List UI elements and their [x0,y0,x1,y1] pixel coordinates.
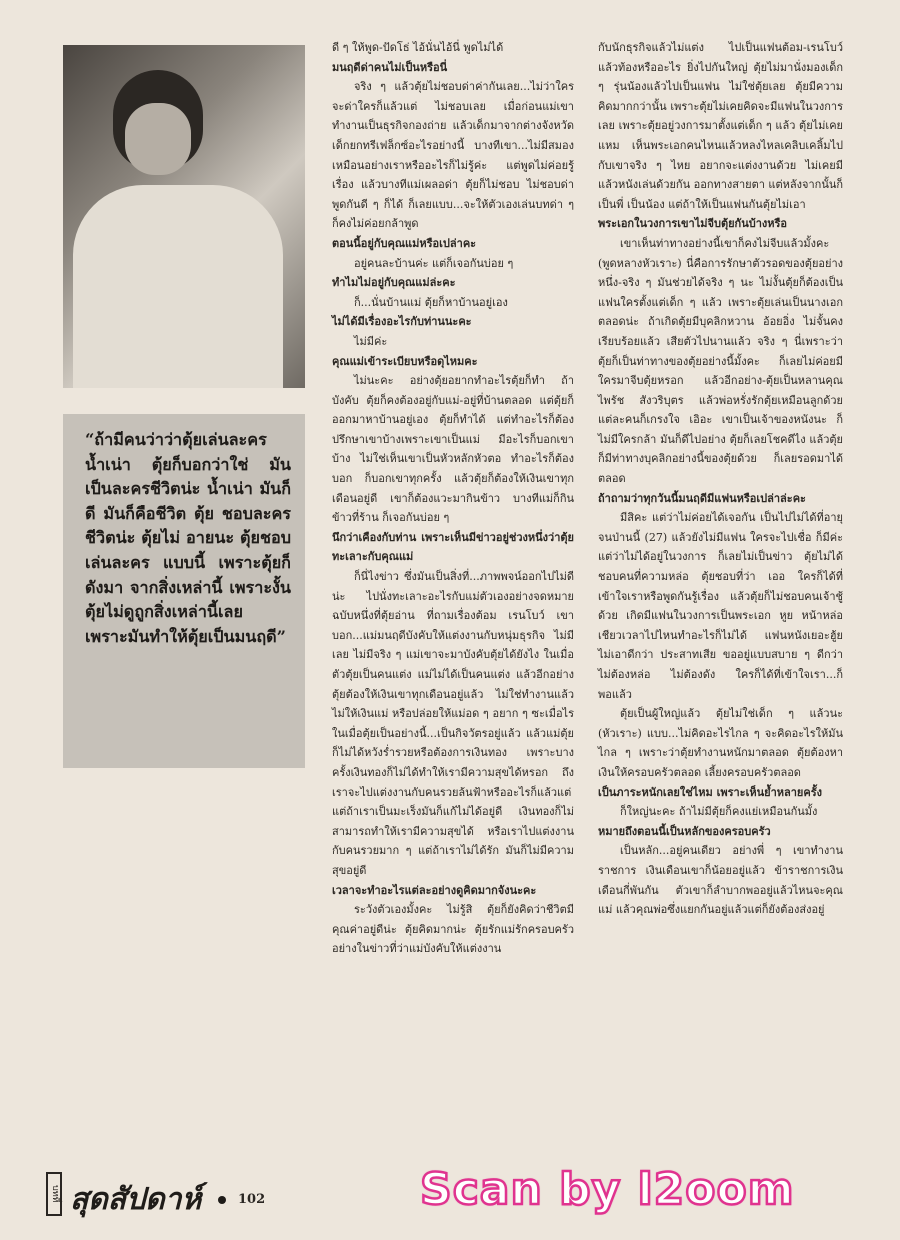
article-paragraph: ก็...นั่นบ้านแม่ ตุ้ยก็หาบ้านอยู่เอง [354,295,508,309]
article-column-2 [598,38,843,920]
article-paragraph: จริง ๆ แล้วตุ้ยไม่ชอบด่าค่ากันเลย...ไม่ว่าใครจะด่าใครก็แล้วแต่ ไม่ชอบเลย เมื่อก่อนแม่เขาทำงานเป็นธุรกิจกองถ่าย แล้วเด็กมาจากต่างจังหวัดเด็กยกทรีเฟล็กซ์อะไรอย่างนี้ บางทีเขา...ไม่มีสมองเหมือนอย่างเราหรืออะไรก็ไม่รู้ค่ะ แต่พูดไม่ค่อยรู้เรื่อง แล้วบางทีแม่เผลอด่า ตุ้ยก็ไม่ชอบ ไม่ชอบด่า พูดกันดี ๆ ก็ได้ ก็เลยแบบ...จะให้ตัวเองเล่นบทด่า ๆ ก็คงไม่ค่อยกล้าพูด [332,80,574,231]
interview-question: คุณแม่เข้าระเบียบหรือดุไหมคะ [332,354,478,368]
footer-dot [218,1196,226,1204]
photo-subject-face [125,103,191,175]
interview-question: ทำไมไม่อยู่กับคุณแม่ล่ะคะ [332,276,456,290]
interview-question: มนฤดีด่าคนไม่เป็นหรือนี่ [332,60,448,74]
article-paragraph: ไม่นะคะ อย่างตุ้ยอยากทำอะไรตุ้ยก็ทำ ถ้าบังคับ ตุ้ยก็คงต้องอยู่กับแม่-อยู่ที่บ้านตลอด แต่ตุ้ยก็ออกมาหาบ้านอยู่เอง ตุ้ยก็ทำได้ แต่ทำอะไรก็ต้องปรึกษาเขาบ้างเพราะเขาเป็นแม่ มีอะไรก็บอกเขาบ้าง ไม่ใช่เห็นเขาเป็นหัวหลักหัวตอ ทำอะไรก็ต้องบอก ก็บอกเขาทุกครั้ง แล้วตุ้ยก็ต้องให้เงินเขาทุกเดือนอยู่ดี เขาก็ต้องแวะมากินข้าว บางทีแม่ก็กินข้าวที่ร้าน ก็เจอกันบ่อย ๆ [332,374,574,525]
magazine-logo: สุดสัปดาห์ [70,1182,202,1217]
interview-question: นึกว่าเคืองกับท่าน เพราะเห็นมีข่าวอยู่ช่วงหนึ่งว่าตุ้ยทะเลาะกับคุณแม่ [332,530,574,564]
pull-quote-box [63,414,305,768]
interview-question: เป็นภาระหนักเลยใช่ไหม เพราะเห็นย้ำหลายครั้ง [598,785,822,799]
article-paragraph: กับนักธุรกิจแล้วไม่แต่ง ไปเป็นแฟนต้อม-เรนโบว์ แล้วท้องหรืออะไร ยิ่งไปกันใหญ่ ตุ้ยไม่มานั่งมองเด็ก ๆ รุ่นน้องแล้วไปเป็นแฟน ไม่ใช่ตุ้ยเลย ตุ้ยมีความคิดมากกว่านั้น เพราะตุ้ยไม่เคยคิดจะมีแฟนในวงการเลย เพราะตุ้ยอยู่วงการมาตั้งแต่เด็ก ๆ แล้ว ตุ้ยไม่เคย แหม เห็นพระเอกคนไหนแล้วหลงไหลเคลิบเคลิ้มไปกับเขาจริง ๆ ไหย อยากจะแต่งงานด้วย ไม่เคยมี แล้วหนังเล่นด้วยกัน ออกทางสายตา แต่หลังจากนั้นก็เป็นพี่ เป็นน้อง แต่ถ้าให้เป็นแฟนกันตุ้ยไม่เอา [598,41,844,211]
article-paragraph: ก็ใหญ่นะคะ ถ้าไม่มีตุ้ยก็คงแย่เหมือนกันมั้ง [620,805,818,819]
article-paragraph: ดี ๆ ให้พูด-ปัดโธ่ ไอ้นั่นไอ้นี่ พูดไม่ได้ [332,41,504,54]
interview-question: ถ้าถามว่าทุกวันนี้มนฤดีมีแฟนหรือเปล่าล่ะคะ [598,491,806,505]
interview-question: พระเอกในวงการเขาไม่จีบตุ้ยกันบ้างหรือ [598,217,788,231]
interview-question: หมายถึงตอนนี้เป็นหลักของครอบครัว [598,824,771,838]
scan-watermark: Scan by l2oom [420,1164,795,1215]
article-paragraph: ระวังตัวเองมั้งคะ ไม่รู้สิ ตุ้ยก็ยังคิดว่าชีวิตมีคุณค่าอยู่ดีน่ะ ตุ้ยคิดมากน่ะ ตุ้ยรักแม่รักครอบครัว อย่างในข่าวที่ว่าแม่บังคับให้แต่งงาน [332,903,574,956]
article-paragraph: เขาเห็นท่าทางอย่างนี้เขาก็คงไม่จีบแล้วมั้งคะ (พูดหลางหัวเราะ) นี่คือการรักษาตัวรอดของตุ้ยอย่างหนึ่ง-จริง ๆ มันช่วยได้จริง ๆ นะ ไม่งั้นตุ้ยก็ต้องเป็นแฟนใครตั้งแต่เด็ก ๆ แล้ว เพราะตุ้ยเล่นเป็นนางเอกตลอดน่ะ ถ้าเกิดตุ้ยมีบุคลิกหวาน อ้อยอิ่ง ไม่จั้นคงเรียบร้อยแล้ว เสียตัวไปนานแล้ว จริง ๆ นี่เพราะว่าตุ้ยก็เป็นท่าทางของตุ้ยอย่างนี้มั้งคะ ก็เลยไม่ค่อยมีใครมาจีบตุ้ยหรอก แล้วอีกอย่าง-ตุ้ยเป็นหลานคุณไพรัช สังวริบุตร แล้วพ่อหรั่งรักตุ้ยเหมือนลูกด้วย แต่ละคนก็เกรงใจ เอิอะ เขาเป็นเจ้าของหนังนะ ก็ไม่มีใครกล้า มันก็ดีไปอย่าง ตุ้ยก็เลยโชคดีไง แล้วตุ้ยก็มีท่าทางบุคลิกอย่างนี้ของตุ้ยด้วย ก็เลยรอดมาได้ตลอด [598,236,843,486]
interview-question: เวลาจะทำอะไรแต่ละอย่างดูคิดมากจังนะคะ [332,883,537,897]
photo-subject-body [73,185,283,388]
pull-quote-text: “ถ้ามีคนว่าว่าตุ้ยเล่นละคร น้ำเน่า ตุ้ยก็บอกว่าใช่ มัน เป็นละครชีวิตน่ะ น้ำเน่า มันก็ดี มันก็คือชีวิต ตุ้ย ชอบละครชีวิตน่ะ ตุ้ยไม่ อายนะ ตุ้ยชอบเล่นละคร แบบนี้ เพราะตุ้ยก็ดังมา จากสิ่งเหล่านี้ เพราะงั้น ตุ้ยไม่ดูถูกสิ่งเหล่านี้เลย เพราะมันทำให้ตุ้ยเป็นมนฤดี” [85,430,291,646]
portrait-photo [63,45,305,388]
article-paragraph: เป็นหลัก...อยู่คนเดียว อย่างพี่ ๆ เขาทำงานราชการ เงินเดือนเขาก็น้อยอยู่แล้ว ข้าราชการเงินเดือนกี่พันกัน ตัวเขาก็ลำบากพออยู่แล้วไหนจะคุณแม่ แล้วคุณพ่อซึ่งแยกกันอยู่แล้วแต่ก็ยังต้องส่งอยู่ [598,844,843,917]
article-paragraph: อยู่คนละบ้านค่ะ แต่ก็เจอกันบ่อย ๆ [354,256,514,270]
interview-question: ตอนนี้อยู่กับคุณแม่หรือเปล่าคะ [332,236,477,250]
section-tag: บทที่ [46,1172,62,1216]
article-paragraph: ก็นี่ไงข่าว ซึ่งมันเป็นสิ่งที่...ภาพพจน์ออกไปไม่ดีน่ะ ไปนั่งทะเลาะอะไรกับแม่ตัวเองอย่างจดหมายฉบับหนึ่งที่ตุ้ยอ่าน ที่ถามเรื่องต้อม เรนโบว์ เขาบอก...แม่มนฤดีบังคับให้แต่งงานกับหนุ่มธุรกิจ ไม่มีเลย ไม่มีจริง ๆ แม่เขาจะมาบังคับตุ้ยได้ยังไง ในเมื่อตัวตุ้ยเป็นคนแต่ง แม่ไม่ได้เป็นคนแต่ง แล้วอีกอย่างตุ้ยต้องให้เงินเขาทุกเดือนอยู่แล้ว ไม่ใช่ทำงานแล้วไม่ให้เงินแม่ หรือปล่อยให้แม่อด ๆ อยาก ๆ ซะเมื่อไร ในเมื่อตุ้ยเป็นอย่างนี้...เป็นกิจวัตรอยู่แล้ว แล้วแม่ตุ้ยก็ไม่ได้หวังร่ำรวยหรือต้องการเงินทอง เพราะบางครั้งเงินทองก็ไม่ได้ทำให้เรามีความสุขได้หรอก ถึงเราจะไปแต่งงานกับคนรวยล้นฟ้าหรืออะไรก็แล้วแต่ แต่ถ้าเราเป็นมะเร็งมันก็แก้ไม่ได้อยู่ดี เงินทองก็ไม่สามารถทำให้เรามีความสุขได้ หรือเราไปแต่งงานกับคนรวยมาก ๆ แต่ถ้าเราไม่ได้รัก มันก็ไม่มีความสุขอยู่ดี [332,570,574,877]
page-number: 102 [238,1192,266,1207]
article-paragraph: ตุ้ยเป็นผู้ใหญ่แล้ว ตุ้ยไม่ใช่เด็ก ๆ แล้วนะ (หัวเราะ) แบบ...ไม่คิดอะไรไกล ๆ จะคิดอะไรให้มันไกล ๆ เพราะว่าตุ้ยทำงานหนักมาตลอด ตุ้ยต้องหาเงินให้ครอบครัวตลอด เลี้ยงครอบครัวตลอด [598,707,843,779]
article-column-1 [332,38,574,959]
article-paragraph: มีสิคะ แต่ว่าไม่ค่อยได้เจอกัน เป็นไปไม่ได้ที่อายุจนป่านนี้ (27) แล้วยังไม่มีแฟน ใครจะไปเชื่อ ก็มีค่ะ แต่ว่าไม่ได้อยู่ในวงการ ก็เลยไม่เป็นข่าว ตุ้ยไม่ได้ชอบคนที่ความหล่อ ตุ้ยชอบที่ว่า เออ ใครก็ได้ที่เข้าใจเราหรือพูดกันรู้เรื่อง แล้วตุ้ยก็ไม่ชอบคนเจ้าชู้ด้วย เกิดมีแฟนในวงการเป็นพระเอก หูย หน้าหล่อเชียวเวลาไปไหนทำอะไรก็ไม่ได้ แฟนหนังเยอะฮู้ย ไม่เอาดีกว่า ประสาทเสีย ขออยู่แบบสบาย ๆ ดีกว่า ไม่ต้องหล่อ ไม่ต้องดัง ใครก็ได้ที่เข้าใจเรา...ก็พอแล้ว [598,511,843,701]
interview-question: ไม่ได้มีเรื่องอะไรกับท่านนะคะ [332,315,472,329]
article-paragraph: ไม่มีค่ะ [354,334,388,348]
